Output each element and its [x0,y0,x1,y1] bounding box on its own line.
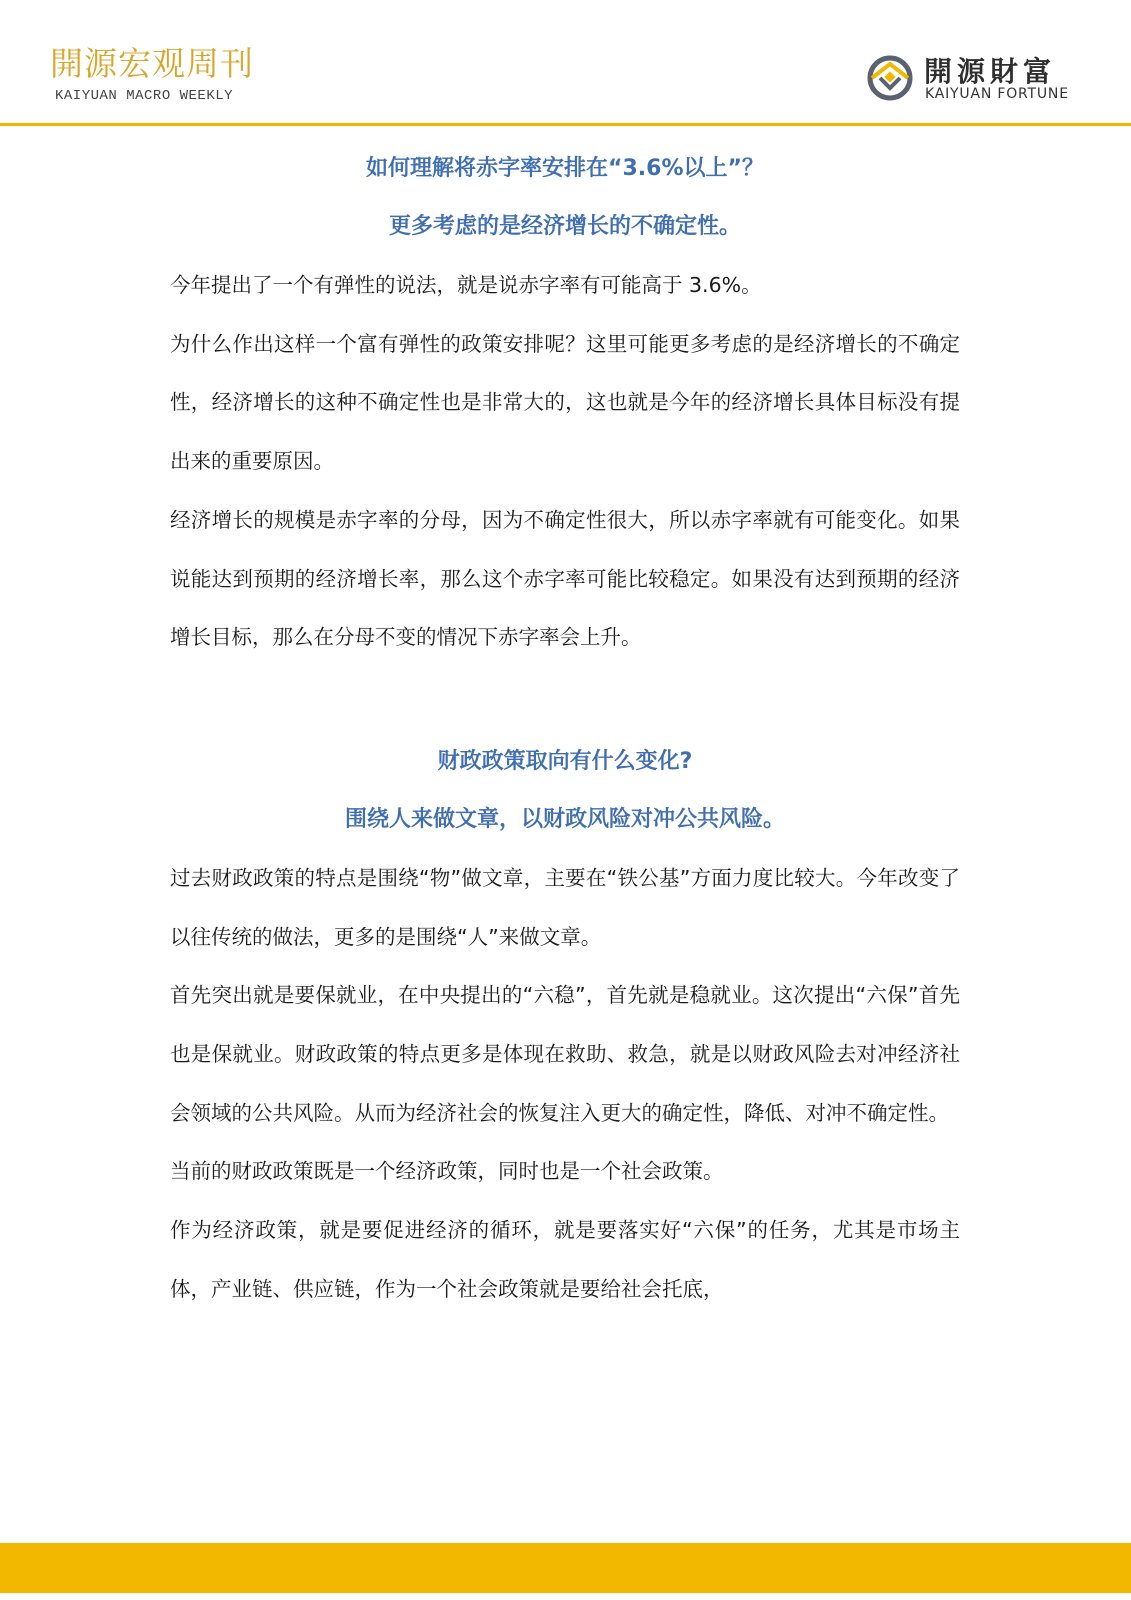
kaiyuan-logo-icon [866,54,914,102]
paragraph: 当前的财政政策既是一个经济政策，同时也是一个社会政策。 [170,1159,724,1184]
section-deficit-rate [170,140,960,667]
logo-text-cn: 開源財富 [924,55,1057,88]
section-spacer [170,667,960,733]
paragraph: 今年提出了一个有弹性的说法，就是说赤字率有可能高于 3.6%。 [170,273,762,297]
footer-band [0,1543,1131,1593]
section-answer: 更多考虑的是经济增长的不确定性。 [388,214,741,239]
publication-subtitle: KAIYUAN MACRO WEEKLY [55,88,234,104]
section-question: 如何理解将赤字率安排在“3.6%以上”？ [366,156,764,181]
company-logo [866,50,1096,110]
section-question: 财政政策取向有什么变化? [437,748,693,774]
paragraph: 作为经济政策，就是要促进经济的循环，就是要落实好“六保”的任务，尤其是市场主体，产业链、供应链，作为一个社会政策就是要给社会托底， [170,1218,960,1301]
logo-text-en: KAIYUAN FORTUNE [925,86,1069,102]
paragraph: 过去财政政策的特点是围绕“物”做文章，主要在“铁公基”方面力度比较大。今年改变了以往传统的做法，更多的是围绕“人”来做文章。 [170,865,960,949]
section-fiscal-policy [170,733,960,1319]
paragraph: 经济增长的规模是赤字率的分母，因为不确定性很大，所以赤字率就有可能变化。如果说能达到预期的经济增长率，那么这个赤字率可能比较稳定。如果没有达到预期的经济增长目标，那么在分母不变的情况下赤字率会上升。 [170,507,960,650]
article-body [170,140,960,1319]
paragraph: 首先突出就是要保就业，在中央提出的“六稳”，首先就是稳就业。这次提出“六保”首先也是保就业。财政政策的特点更多是体现在救助、救急，就是以财政风险去对冲经济社会领域的公共风险。从而为经济社会的恢复注入更大的确定性，降低、对冲不确定性。 [170,983,960,1125]
page-header [0,0,1131,125]
header-divider [0,123,1131,126]
paragraph: 为什么作出这样一个富有弹性的政策安排呢？这里可能更多考虑的是经济增长的不确定性，经济增长的这种不确定性也是非常大的，这也就是今年的经济增长具体目标没有提出来的重要原因。 [170,331,960,474]
publication-title: 開源宏观周刊 [50,44,254,83]
section-answer: 围绕人来做文章，以财政风险对冲公共风险。 [344,806,785,832]
